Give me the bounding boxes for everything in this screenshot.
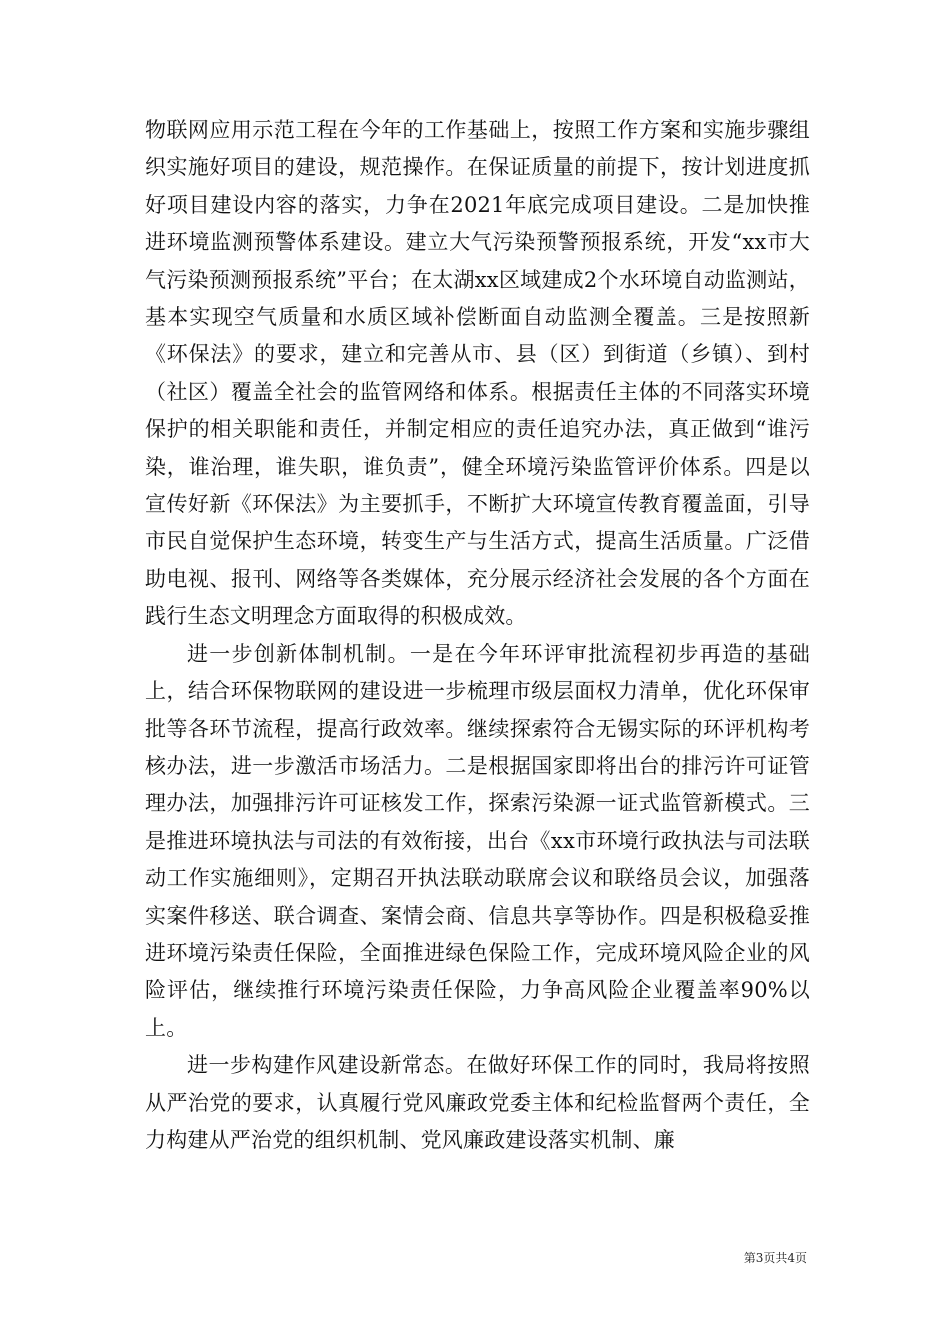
paragraph-work-style: 进一步构建作风建设新常态。在做好环保工作的同时，我局将按照从严治党的要求，认真履行党风廉政党委主体和纪检监督两个责任，全力构建从严治党的组织机制、党风廉政建设落实机制、廉 [145,1053,810,1152]
page-number-footer: 第3页共4页 [743,1251,807,1265]
document-body [145,112,810,1159]
paragraph-system-innovation: 进一步创新体制机制。一是在今年环评审批流程初步再造的基础上，结合环保物联网的建设进一步梳理市级层面权力清单，优化环保审批等各环节流程，提高行政效率。继续探索符合无锡实际的环评机构考核办法，进一步激活市场活力。二是根据国家即将出台的排污许可证管理办法，加强排污许可证核发工作，探索污染源一证式监管新模式。三是推进环境执法与司法的有效衔接，出台《xx市环境行政执法与司法联动工作实施细则》，定期召开执法联动联席会议和联络员会议，加强落实案件移送、联合调查、案情会商、信息共享等协作。四是积极稳妥推进环境污染责任保险，全面推进绿色保险工作，完成环境风险企业的风险评估，继续推行环境污染责任保险，力争高风险企业覆盖率90%以上。 [145,641,810,1040]
paragraph-environment-monitoring: 物联网应用示范工程在今年的工作基础上，按照工作方案和实施步骤组织实施好项目的建设，规范操作。在保证质量的前提下，按计划进度抓好项目建设内容的落实，力争在2021年底完成项目建设。二是加快推进环境监测预警体系建设。建立大气污染预警预报系统，开发“xx市大气污染预测预报系统”平台；在太湖xx区域建成2个水环境自动监测站，基本实现空气质量和水质区域补偿断面自动监测全覆盖。三是按照新《环保法》的要求，建立和完善从市、县（区）到街道（乡镇）、到村（社区）覆盖全社会的监管网络和体系。根据责任主体的不同落实环境保护的相关职能和责任，并制定相应的责任追究办法，真正做到“谁污染，谁治理，谁失职，谁负责”，健全环境污染监管评价体系。四是以宣传好新《环保法》为主要抓手，不断扩大环境宣传教育覆盖面，引导市民自觉保护生态环境，转变生产与生活方式，提高生活质量。广泛借助电视、报刊、网络等各类媒体，充分展示经济社会发展的各个方面在践行生态文明理念方面取得的积极成效。 [145,118,810,629]
